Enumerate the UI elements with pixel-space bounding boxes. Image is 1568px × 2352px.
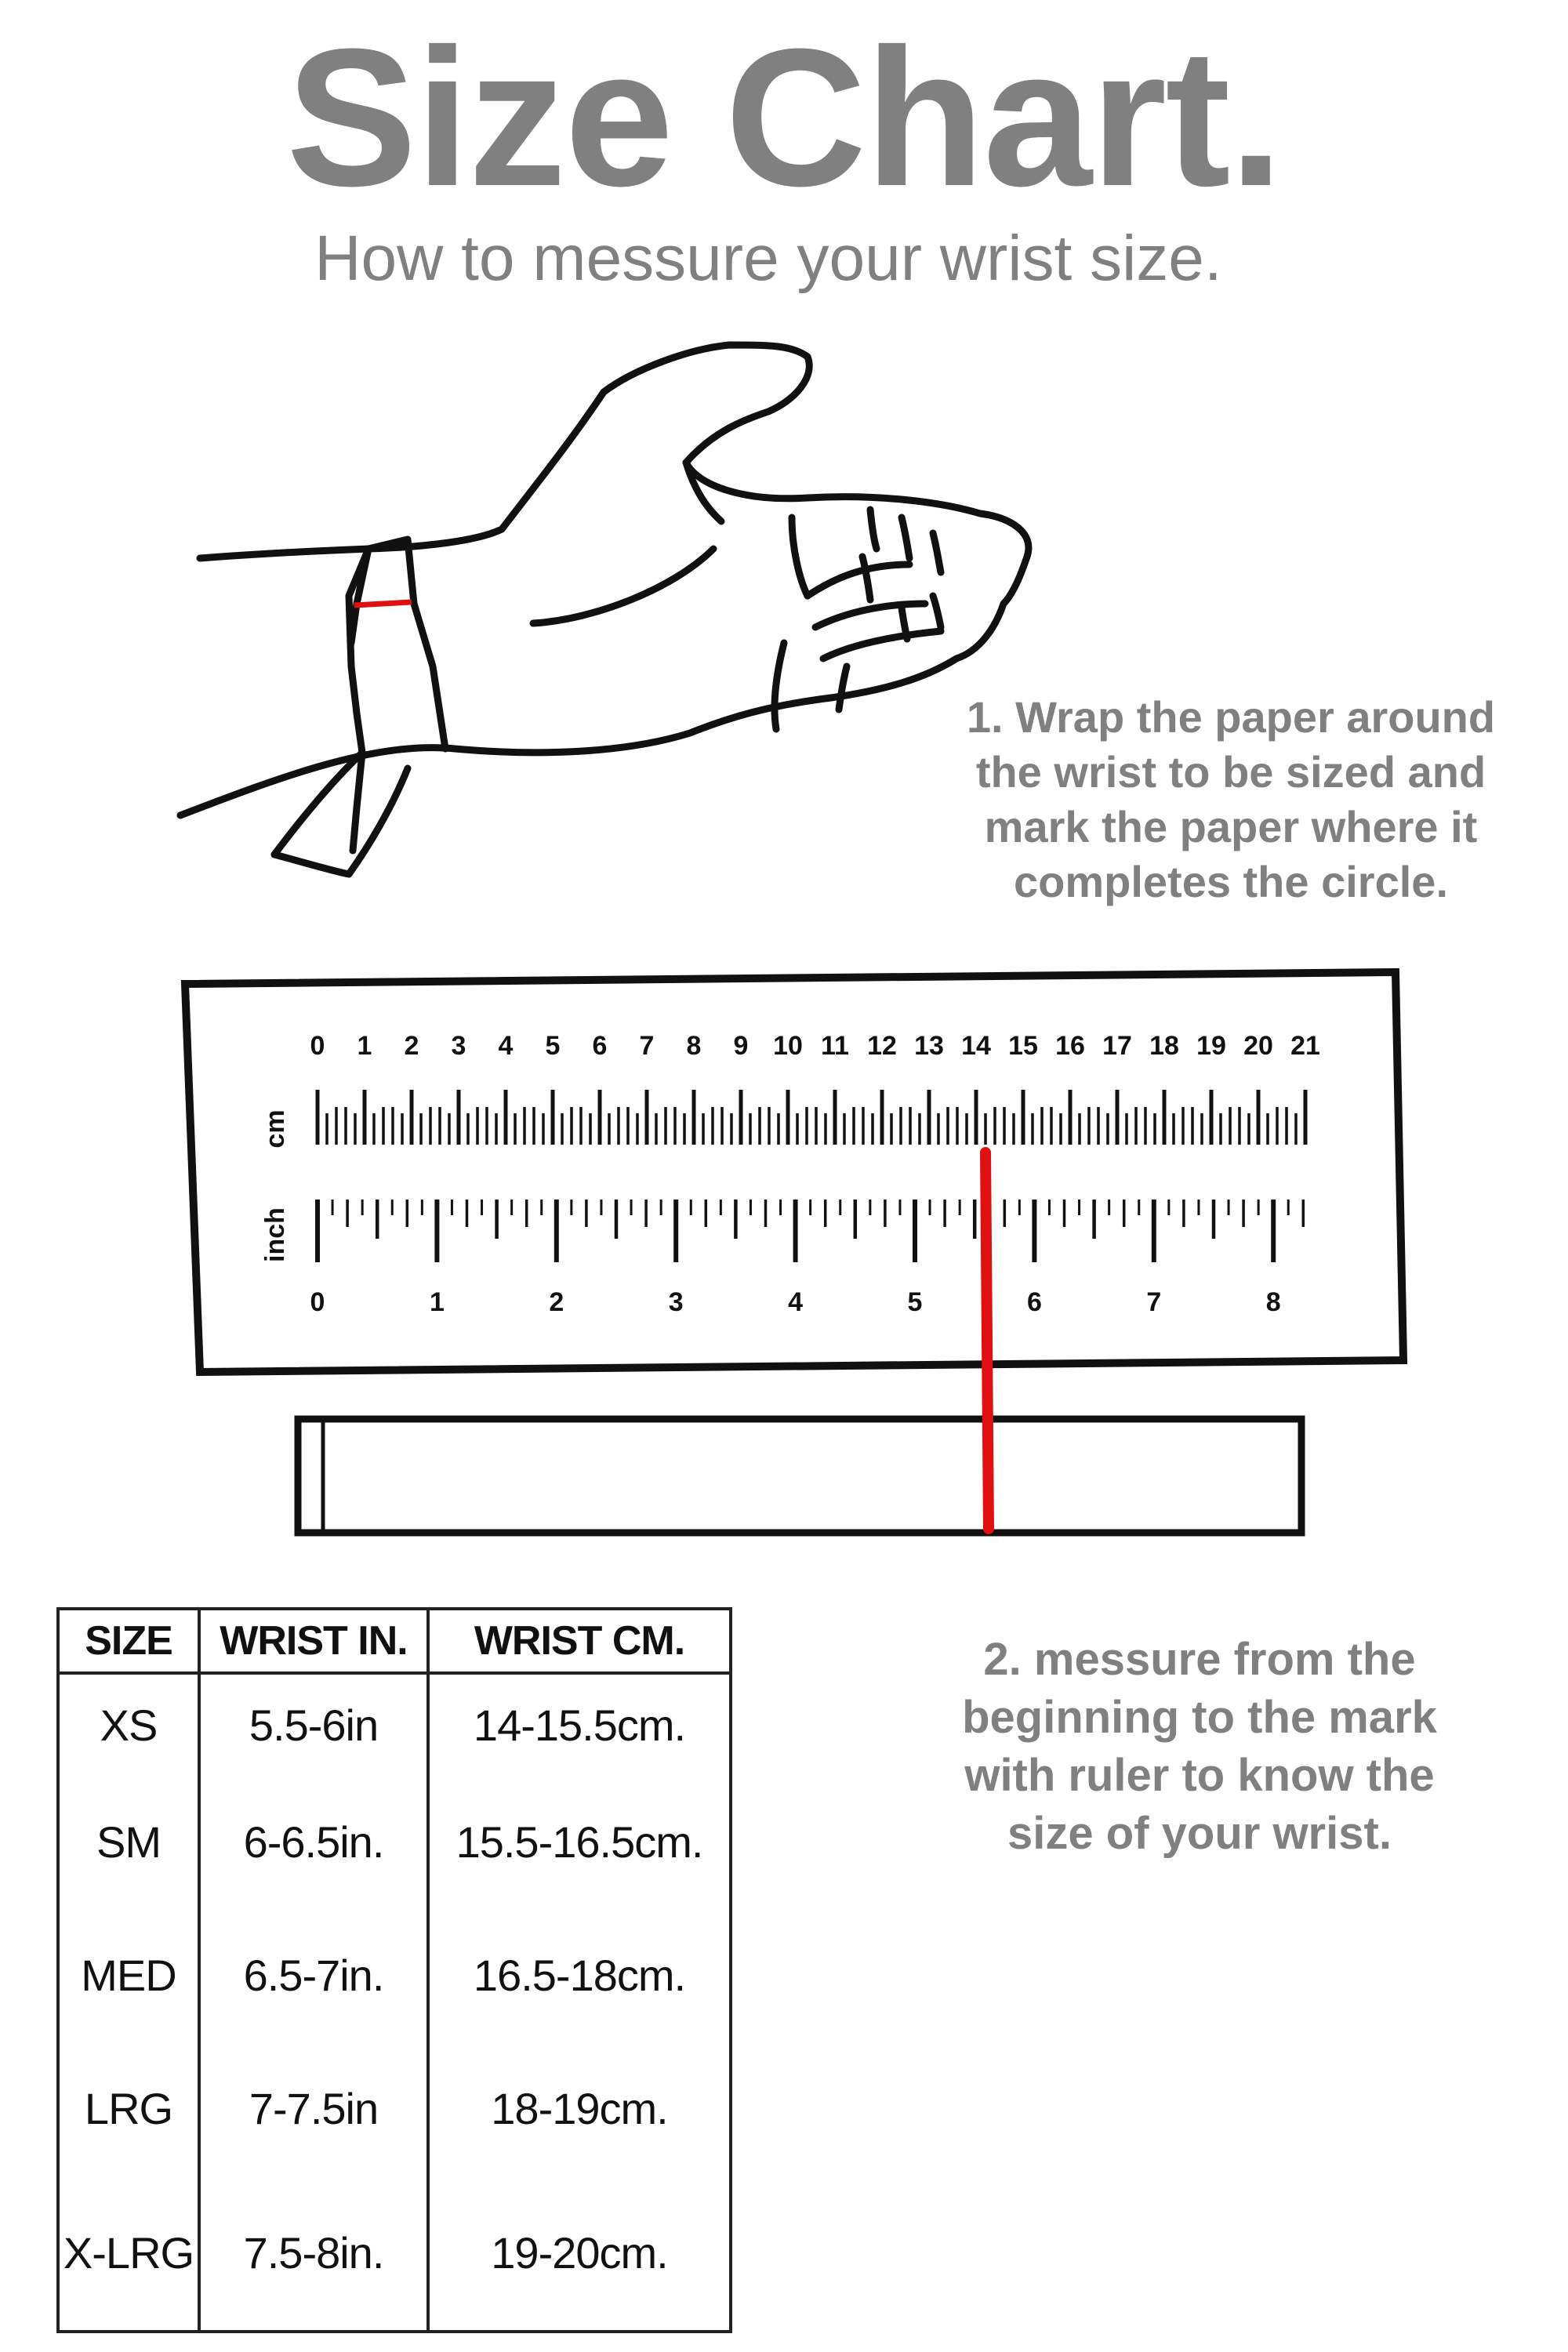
wrist-in-cell: 7.5-8in.: [199, 2175, 428, 2332]
inch-tick-label: 8: [1265, 1287, 1281, 1317]
cm-tick-label: 18: [1149, 1031, 1179, 1061]
page-title: Size Chart.: [286, 8, 1282, 227]
wrist-in-cell: 6-6.5in.: [199, 1775, 428, 1908]
cm-tick-label: 10: [773, 1031, 803, 1061]
header-size: SIZE: [58, 1609, 199, 1673]
cm-unit-label: cm: [260, 1109, 290, 1149]
cm-tick-label: 0: [310, 1031, 325, 1061]
cm-tick-label: 13: [914, 1031, 944, 1061]
wrist-cm-cell: 15.5-16.5cm.: [428, 1775, 731, 1908]
wrist-cm-cell: 16.5-18cm.: [428, 1908, 731, 2042]
inch-tick-label: 7: [1146, 1287, 1162, 1317]
inch-tick-label: 2: [549, 1287, 564, 1317]
step-2-instruction: 2. messure from the beginning to the mark with ruler to know the size of your wrist.: [962, 1634, 1437, 1859]
table-row: [58, 1673, 731, 1775]
inch-tick-label: 0: [310, 1287, 325, 1317]
cm-tick-label: 8: [686, 1031, 702, 1061]
wrist-cm-cell: 14-15.5cm.: [428, 1673, 731, 1775]
inch-unit-label: inch: [260, 1207, 290, 1262]
size-table: [56, 1607, 732, 2333]
measurement-mark-line: [985, 1152, 989, 1529]
wrist-in-cell: 6.5-7in.: [199, 1908, 428, 2042]
cm-tick-label: 3: [451, 1031, 466, 1061]
cm-tick-label: 5: [545, 1031, 561, 1061]
cm-tick-label: 2: [404, 1031, 419, 1061]
cm-tick-label: 9: [733, 1031, 749, 1061]
cm-tick-label: 11: [821, 1031, 849, 1061]
cm-tick-label: 4: [498, 1031, 514, 1061]
size-table-header-row: [58, 1609, 731, 1673]
cm-tick-label: 1: [357, 1031, 372, 1061]
cm-tick-label: 16: [1055, 1031, 1085, 1061]
cm-tick-label: 17: [1102, 1031, 1132, 1061]
wrist-cm-cell: 19-20cm.: [428, 2175, 731, 2332]
size-cell: MED: [58, 1908, 199, 2042]
header-wrist-cm: WRIST CM.: [428, 1609, 731, 1673]
cm-tick-label: 21: [1290, 1031, 1320, 1061]
size-cell: SM: [58, 1775, 199, 1908]
paper-strip: [298, 1419, 1301, 1533]
inch-tick-label: 3: [668, 1287, 684, 1317]
cm-tick-label: 19: [1196, 1031, 1226, 1061]
inch-tick-label: 1: [429, 1287, 445, 1317]
table-row: [58, 1908, 731, 2042]
cm-tick-label: 15: [1008, 1031, 1038, 1061]
wrist-mark-line: [354, 602, 412, 605]
table-row: [58, 2175, 731, 2332]
size-cell: X-LRG: [58, 2175, 199, 2332]
inch-tick-label: 6: [1026, 1287, 1042, 1317]
table-row: [58, 1775, 731, 1908]
wrist-cm-cell: 18-19cm.: [428, 2042, 731, 2175]
wrist-in-cell: 5.5-6in: [199, 1673, 428, 1775]
size-cell: LRG: [58, 2042, 199, 2175]
inch-tick-label: 4: [788, 1287, 804, 1317]
hand-with-paper-strip-icon: [180, 345, 1029, 874]
cm-tick-label: 20: [1243, 1031, 1273, 1061]
page-subtitle: How to messure your wrist size.: [314, 223, 1222, 294]
cm-tick-label: 14: [961, 1031, 991, 1061]
cm-tick-label: 12: [867, 1031, 897, 1061]
header-wrist-in: WRIST IN.: [199, 1609, 428, 1673]
cm-tick-label: 6: [592, 1031, 608, 1061]
inch-tick-label: 5: [907, 1287, 923, 1317]
size-cell: XS: [58, 1673, 199, 1775]
table-row: [58, 2042, 731, 2175]
cm-tick-label: 7: [639, 1031, 655, 1061]
step-1-instruction: 1. Wrap the paper around the wrist to be sized and mark the paper where it completes the circle.: [966, 692, 1496, 906]
wrist-in-cell: 7-7.5in: [199, 2042, 428, 2175]
